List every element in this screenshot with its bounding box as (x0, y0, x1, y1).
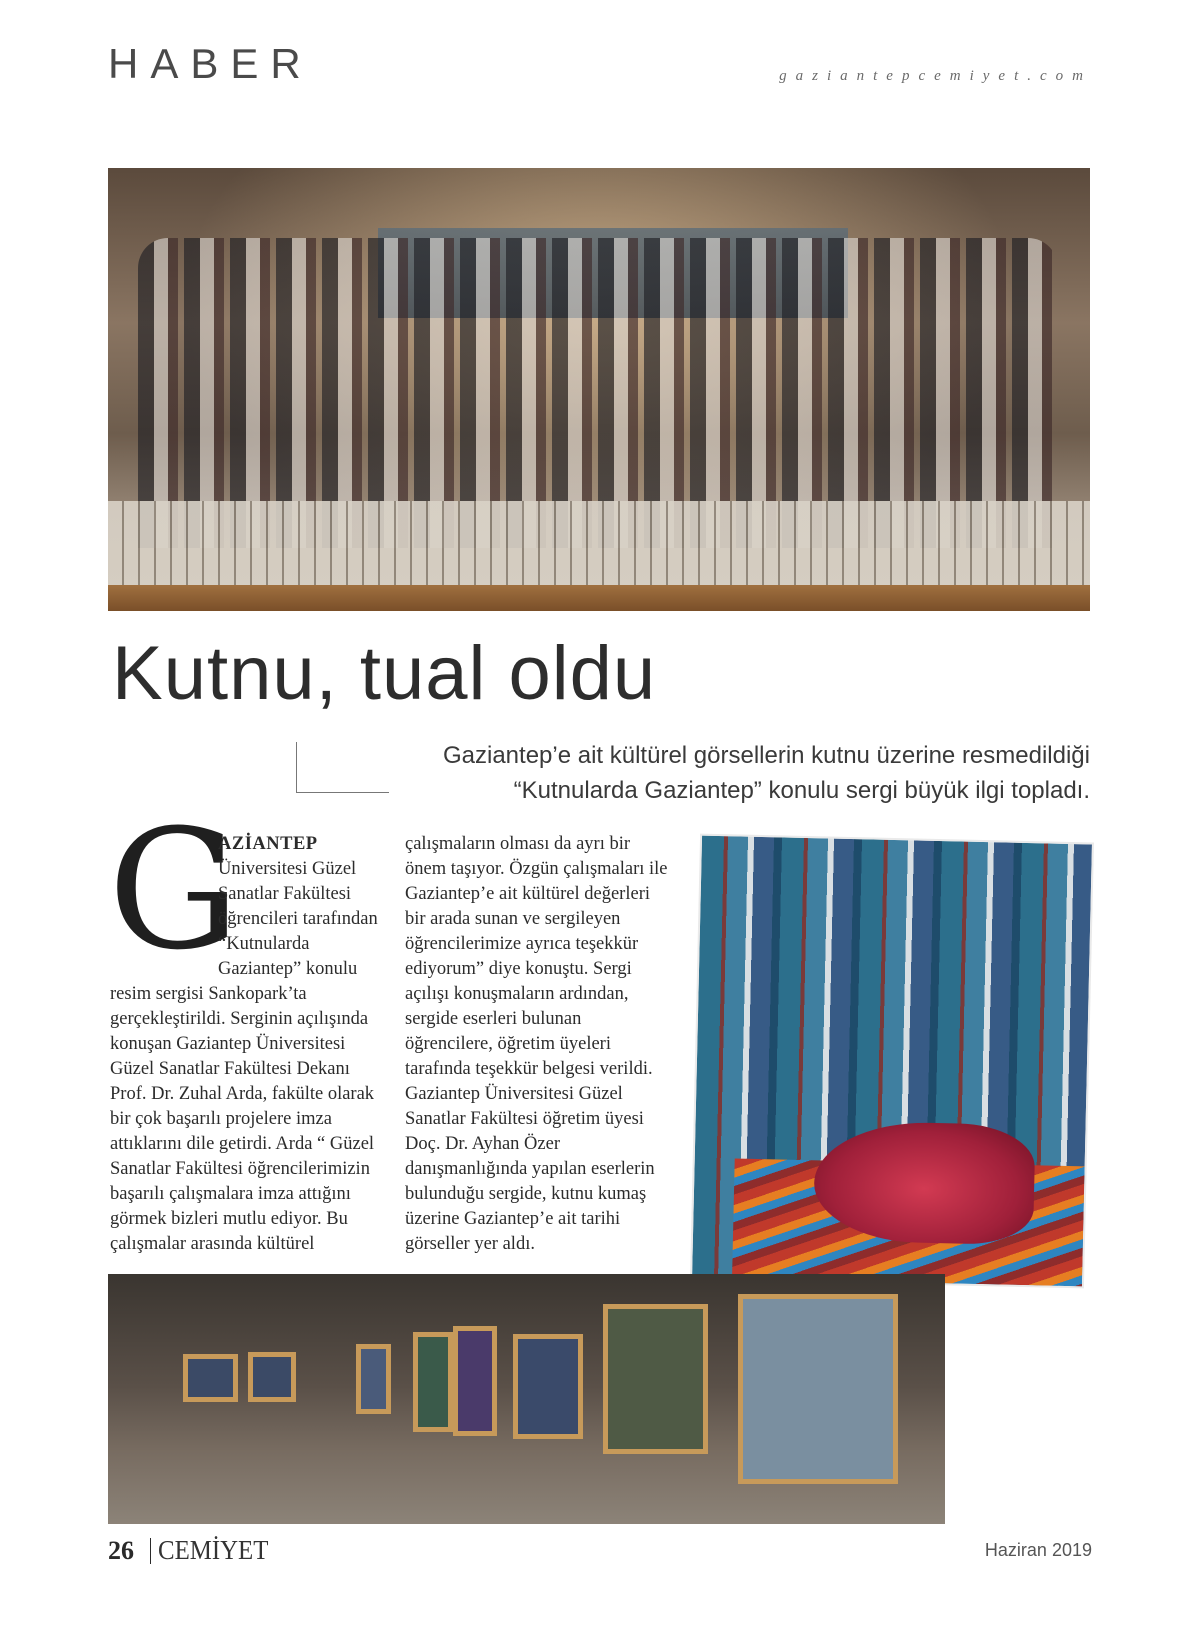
article-intro: Gaziantep’e ait kültürel görsellerin kutnu üzerine resmedildiği “Kutnularda Gaziantep” konulu sergi büyük ilgi topladı. (442, 742, 1090, 804)
dropcap-spacer (110, 832, 218, 977)
body-column-1 (110, 832, 382, 1257)
easel-painting (356, 1344, 391, 1414)
group-photo (108, 168, 1090, 611)
body-column-2: çalışmaların olması da ayrı bir önem taşıyor. Özgün çalışmaları ile Gaziantep’e ait kültürel değerleri bir arada sunan ve sergileyen öğrencilerimize ayrıca teşekkür ediyorum” diye konuştu. Sergi açılışı konuşmaların ardından, sergide eserleri bulunan öğrencilere, öğretim üyeleri tarafında teşekkür belgesi verildi. Gaziantep Üniversitesi Güzel Sanatlar Fakültesi öğretim üyesi Doç. Dr. Ayhan Özer danışmanlığında yapılan eserlerin bulunduğu sergide, kutnu kumaş üzerine Gaziantep’e ait tarihi görseller yer aldı. (405, 834, 668, 1254)
drop-cap: G (108, 794, 240, 986)
easel-painting (603, 1304, 708, 1454)
footer-separator (150, 1538, 151, 1564)
easel-painting (513, 1334, 583, 1439)
kutnu-shoe-photo (690, 834, 1094, 1289)
lead-word: AZİANTEP (218, 834, 318, 854)
easel-painting (453, 1326, 497, 1436)
page-number: 26 (108, 1536, 134, 1565)
article-headline: Kutnu, tual oldu (112, 631, 657, 716)
easel-painting (183, 1354, 238, 1402)
col1-text: Üniversitesi Güzel Sanatlar Fakültesi öğrencileri tarafından “Kutnularda Gaziantep” konulu resim sergisi Sankopark’ta gerçekleştirildi. Serginin açılışında konuşan Gaziantep Üniversitesi Güzel Sanatlar Fakültesi Dekanı Prof. Dr. Zuhal Arda, fakülte olarak bir çok başarılı projelere imza attıklarını dile getirdi. Arda “ Güzel Sanatlar Fakültesi öğrencilerimizin başarılı çalışmalara imza attığını görmek bizleri mutlu ediyor. Bu çalışmalar arasında kültürel (110, 859, 378, 1254)
magazine-name: CEMİYET (158, 1535, 269, 1565)
exhibition-photo (108, 1274, 945, 1524)
issue-date: Haziran 2019 (984, 1540, 1092, 1560)
easel-painting (248, 1352, 296, 1402)
easel-painting (413, 1332, 453, 1432)
photo-floor-edge (108, 585, 1090, 611)
easel-painting (738, 1294, 898, 1484)
section-label: HABER (108, 40, 313, 87)
site-url[interactable]: gaziantepcemiyet.com (779, 68, 1092, 84)
